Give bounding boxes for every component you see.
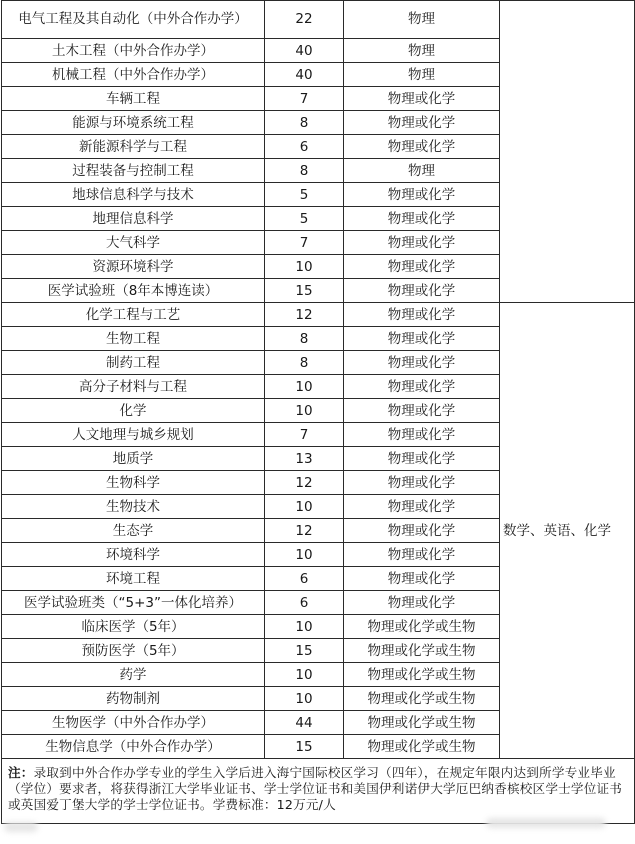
quota-cell: 10 bbox=[265, 687, 344, 711]
quota-cell: 10 bbox=[265, 399, 344, 423]
quota-cell: 7 bbox=[265, 231, 344, 255]
major-cell: 生物医学（中外合作办学） bbox=[2, 711, 265, 735]
table-row bbox=[2, 303, 635, 327]
major-cell: 生物信息学（中外合作办学） bbox=[2, 735, 265, 759]
major-cell: 药物制剂 bbox=[2, 687, 265, 711]
note-row bbox=[2, 759, 635, 824]
subject-cell: 物理或化学 bbox=[344, 519, 500, 543]
subject-cell: 物理或化学或生物 bbox=[344, 735, 500, 759]
subject-cell: 物理或化学 bbox=[344, 447, 500, 471]
blurred-watermark bbox=[486, 818, 606, 828]
major-cell: 人文地理与城乡规划 bbox=[2, 423, 265, 447]
quota-cell: 5 bbox=[265, 207, 344, 231]
quota-cell: 10 bbox=[265, 663, 344, 687]
subject-cell: 物理或化学 bbox=[344, 279, 500, 303]
quota-cell: 10 bbox=[265, 255, 344, 279]
quota-cell: 8 bbox=[265, 111, 344, 135]
quota-cell: 7 bbox=[265, 87, 344, 111]
quota-cell: 40 bbox=[265, 39, 344, 63]
quota-cell: 6 bbox=[265, 591, 344, 615]
subject-cell: 物理或化学 bbox=[344, 399, 500, 423]
major-cell: 过程装备与控制工程 bbox=[2, 159, 265, 183]
quota-cell: 12 bbox=[265, 303, 344, 327]
subject-cell: 物理或化学 bbox=[344, 471, 500, 495]
quota-cell: 15 bbox=[265, 735, 344, 759]
subject-cell: 物理或化学 bbox=[344, 423, 500, 447]
major-cell: 高分子材料与工程 bbox=[2, 375, 265, 399]
major-cell: 临床医学（5年） bbox=[2, 615, 265, 639]
quota-cell: 8 bbox=[265, 351, 344, 375]
major-cell: 地理信息科学 bbox=[2, 207, 265, 231]
subject-cell: 物理或化学 bbox=[344, 183, 500, 207]
major-cell: 车辆工程 bbox=[2, 87, 265, 111]
major-cell: 大气科学 bbox=[2, 231, 265, 255]
quota-cell: 7 bbox=[265, 423, 344, 447]
subject-cell: 物理或化学 bbox=[344, 135, 500, 159]
major-cell: 新能源科学与工程 bbox=[2, 135, 265, 159]
major-cell: 资源环境科学 bbox=[2, 255, 265, 279]
note-label: 注： bbox=[8, 765, 34, 780]
quota-cell: 6 bbox=[265, 135, 344, 159]
quota-cell: 10 bbox=[265, 375, 344, 399]
major-cell: 制药工程 bbox=[2, 351, 265, 375]
major-cell: 生物科学 bbox=[2, 471, 265, 495]
quota-cell: 22 bbox=[265, 1, 344, 39]
quota-cell: 12 bbox=[265, 471, 344, 495]
major-cell: 预防医学（5年） bbox=[2, 639, 265, 663]
major-cell: 环境科学 bbox=[2, 543, 265, 567]
blurred-mark bbox=[4, 822, 38, 832]
subject-cell: 物理或化学或生物 bbox=[344, 711, 500, 735]
major-cell: 电气工程及其自动化（中外合作办学） bbox=[2, 1, 265, 39]
subject-cell: 物理 bbox=[344, 63, 500, 87]
admission-table-body bbox=[2, 1, 635, 824]
table-row bbox=[2, 1, 635, 39]
subject-cell: 物理或化学 bbox=[344, 255, 500, 279]
subject-cell: 物理或化学 bbox=[344, 591, 500, 615]
requirement-cell: 数学、英语、化学 bbox=[500, 303, 635, 759]
subject-cell: 物理或化学 bbox=[344, 375, 500, 399]
major-cell: 土木工程（中外合作办学） bbox=[2, 39, 265, 63]
major-cell: 化学工程与工艺 bbox=[2, 303, 265, 327]
major-cell: 医学试验班（8年本博连读） bbox=[2, 279, 265, 303]
requirement-cell-empty bbox=[500, 1, 635, 303]
quota-cell: 5 bbox=[265, 183, 344, 207]
quota-cell: 10 bbox=[265, 615, 344, 639]
subject-cell: 物理或化学或生物 bbox=[344, 663, 500, 687]
subject-cell: 物理或化学或生物 bbox=[344, 615, 500, 639]
admission-table bbox=[1, 0, 635, 824]
subject-cell: 物理或化学 bbox=[344, 543, 500, 567]
quota-cell: 10 bbox=[265, 495, 344, 519]
subject-cell: 物理或化学或生物 bbox=[344, 687, 500, 711]
subject-cell: 物理 bbox=[344, 1, 500, 39]
subject-cell: 物理 bbox=[344, 39, 500, 63]
major-cell: 能源与环境系统工程 bbox=[2, 111, 265, 135]
subject-cell: 物理或化学 bbox=[344, 351, 500, 375]
major-cell: 生物工程 bbox=[2, 327, 265, 351]
subject-cell: 物理或化学 bbox=[344, 495, 500, 519]
quota-cell: 8 bbox=[265, 159, 344, 183]
major-cell: 地质学 bbox=[2, 447, 265, 471]
subject-cell: 物理 bbox=[344, 159, 500, 183]
major-cell: 生态学 bbox=[2, 519, 265, 543]
note-cell bbox=[2, 759, 635, 824]
subject-cell: 物理或化学 bbox=[344, 111, 500, 135]
subject-cell: 物理或化学 bbox=[344, 567, 500, 591]
major-cell: 地球信息科学与技术 bbox=[2, 183, 265, 207]
quota-cell: 13 bbox=[265, 447, 344, 471]
quota-cell: 44 bbox=[265, 711, 344, 735]
quota-cell: 15 bbox=[265, 639, 344, 663]
subject-cell: 物理或化学 bbox=[344, 207, 500, 231]
quota-cell: 12 bbox=[265, 519, 344, 543]
major-cell: 药学 bbox=[2, 663, 265, 687]
major-cell: 机械工程（中外合作办学） bbox=[2, 63, 265, 87]
quota-cell: 40 bbox=[265, 63, 344, 87]
major-cell: 生物技术 bbox=[2, 495, 265, 519]
quota-cell: 6 bbox=[265, 567, 344, 591]
subject-cell: 物理或化学或生物 bbox=[344, 639, 500, 663]
subject-cell: 物理或化学 bbox=[344, 87, 500, 111]
subject-cell: 物理或化学 bbox=[344, 303, 500, 327]
quota-cell: 8 bbox=[265, 327, 344, 351]
major-cell: 化学 bbox=[2, 399, 265, 423]
quota-cell: 10 bbox=[265, 543, 344, 567]
major-cell: 环境工程 bbox=[2, 567, 265, 591]
subject-cell: 物理或化学 bbox=[344, 231, 500, 255]
major-cell: 医学试验班类（“5+3”一体化培养） bbox=[2, 591, 265, 615]
quota-cell: 15 bbox=[265, 279, 344, 303]
note-text: 录取到中外合作办学专业的学生入学后进入海宁国际校区学习（四年），在规定年限内达到所学专业毕业（学位）要求者，将获得浙江大学毕业证书、学士学位证书和美国伊利诺伊大学厄巴纳香槟校区学士学位证书或英国爱丁堡大学的学士学位证书。学费标准：12万元/人 bbox=[8, 765, 623, 812]
subject-cell: 物理或化学 bbox=[344, 327, 500, 351]
